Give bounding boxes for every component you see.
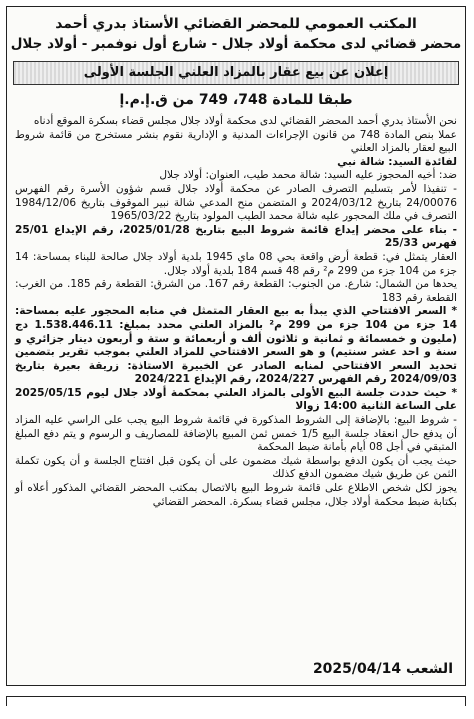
opening-price-paragraph: * السعر الافتتاحي الذي يبدأ به بيع العقار المتمثل في منابه المحجور عليه بمساحة: 14 جزء من 104 جزء من 299 م² بالمزاد العلني محدد بمبلغ: 1.538.446.11 دج (مليون و خمسمائة و ثمانية و ثلاثون ألف و أربعمائة و ستة و أربعون دينار جزائري و سنة و احد عشر سنتيم) و هو السعر الافتتاحي للمزاد العلني بموجب تقرير بتضمين تحديد السعر الافتتاحي لمنابه الصادر عن الخبيرة الاستاذة: زريقة بعيرة بتاريخ 2024/09/03 رقم الفهرس 2024/227، رقم الإيداع 2024/221 [15, 305, 457, 386]
filing-paragraph: - بناء على محضر إيداع قائمة شروط البيع بتاريخ 2025/01/28، رقم الإيداع 25/01 فهرس 25/33 [15, 223, 457, 250]
notice-frame [6, 6, 466, 686]
office-address: محضر قضائي لدى محكمة أولاد جلال - شارع أول نوفمبر - أولاد جلال [10, 36, 462, 52]
office-header [7, 15, 465, 53]
intro-paragraph: نحن الأستاذ بدري أحمد المحضر القضائي لدى محكمة أولاد جلال مجلس قضاء بسكرة الموقع أدناه [33, 115, 457, 127]
next-notice-edge [6, 696, 466, 706]
sale-conditions-paragraph: - شروط البيع: بالإضافة إلى الشروط المذكورة في قائمة شروط البيع يجب على الراسي عليه المزاد أن يدفع حال انعقاد جلسة البيع 1/5 خمس ثمن المبيع بالإضافة للمصاريف و الرسوم و يتم دفع المبلغ المتبقي في أجل 08 أيام بأمانة ضبط المحكمة [15, 414, 457, 454]
property-boundaries: يحدها من الشمال: شارع. من الجنوب: القطعة رقم 167. من الشرق: القطعة رقم 185. من الغرب: القطعة رقم 183 [15, 278, 457, 304]
property-description: العقار يتمثل في: قطعة أرض واقعة بحي 08 ماي 1945 بلدية أولاد جلال صالحة للبناء بمساحة: 14 جزء من 104 جزء من 299 م² رقم 48 قسم 184 بلدية أولاد جلال. [15, 250, 457, 277]
auction-date-paragraph: * حيث حددت جلسة البيع الأولى بالمزاد العلني بمحكمة أولاد جلال ليوم 2025/05/15 على الساعة الثانية 14:00 زوالا [15, 386, 457, 413]
payment-method-paragraph: حيث يجب أن يكون الدفع بواسطة شيك مضمون على أن يكون قبل افتتاح الجلسة و أن يكون تكملة الثمن عن طريق شيك مضمون الدفع كذلك [15, 454, 457, 481]
notice-body [15, 115, 457, 509]
court-order-paragraph: - تنفيذا لأمر بتسليم التصرف الصادر عن محكمة أولاد جلال قسم شؤون الأسرة رقم الفهرس 24/00076 بتاريخ 2024/03/12 و المتضمن منح المدعي شالة نبير الموقوف بتاريخ 1984/12/06 التصرف في ملك المحجور عليه شالة محمد الطيب المولود بتاريخ 1965/03/22 [15, 182, 457, 223]
notice-title: إعلان عن بيع عقار بالمزاد العلني الجلسة الأولى [13, 61, 459, 85]
office-name: المكتب العمومي للمحضر القضائي الأستاذ بدري أحمد [55, 16, 417, 32]
notice-subtitle: طبقا للمادة 748، 749 من ق.إ.م.إ [119, 92, 353, 108]
consultation-paragraph: يجوز لكل شخص الاطلاع على قائمة شروط البيع بالاتصال بمكتب المحضر القضائي المذكور أعلاه أو بكتابة ضبط محكمة أولاد جلال، مجلس قضاء بسكرة. المحضر القضائي [15, 482, 457, 508]
against-line: ضد: أخيه المحجوز عليه السيد: شالة محمد طيب، العنوان: أولاد جلال [159, 169, 457, 182]
newspaper-date: الشعب 2025/04/14 [312, 661, 453, 677]
legal-basis-paragraph: عملا بنص المادة 748 من قانون الإجراءات المدنية و الإدارية نقوم بنشر مستخرج من قائمة شروط البيع لعقار بالمزاد العلني [15, 128, 457, 155]
beneficiary-line: لفائدة السيد: شالة نبي [337, 155, 457, 168]
